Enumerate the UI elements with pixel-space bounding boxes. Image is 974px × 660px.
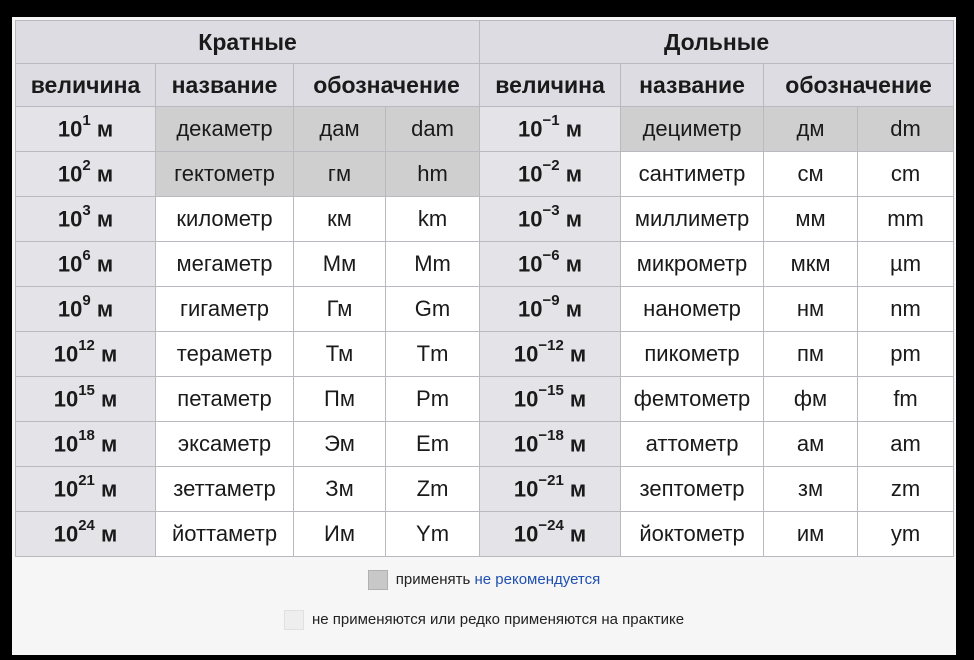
table-row [16,422,954,467]
legend-rarely-used [12,610,956,630]
mult-intl-symbol-cell: Gm [386,287,480,332]
col-header-value: величина [16,64,156,107]
table-row [16,287,954,332]
table-row [16,152,954,197]
mult-intl-symbol-cell: Zm [386,467,480,512]
magnitude-base: 10 [518,206,543,232]
unit-symbol: м [565,251,583,277]
sub-magnitude-cell [480,242,621,287]
sub-magnitude-cell [480,467,621,512]
sub-intl-symbol-cell: µm [858,242,954,287]
sub-ru-symbol-cell: нм [764,287,858,332]
magnitude-exponent: −21 [538,472,564,490]
magnitude-exponent: −2 [542,157,560,175]
mult-prefix-name-cell: эксаметр [156,422,294,467]
mult-prefix-name-cell: километр [156,197,294,242]
table-row [16,467,954,512]
unit-symbol: м [569,431,587,457]
sub-magnitude-cell [480,422,621,467]
mult-intl-symbol-cell: Mm [386,242,480,287]
mult-prefix-name-cell: петаметр [156,377,294,422]
sub-prefix-name-cell: фемтометр [621,377,764,422]
mult-ru-symbol-cell: Тм [294,332,386,377]
sub-ru-symbol-cell: пм [764,332,858,377]
col-header-symbol: обозначение [764,64,954,107]
sub-prefix-name-cell: йоктометр [621,512,764,557]
magnitude-exponent: 2 [82,157,91,175]
sub-ru-symbol-cell: см [764,152,858,197]
column-header-row [16,64,954,107]
mult-magnitude-cell [16,467,156,512]
magnitude-base: 10 [57,251,83,277]
mult-intl-symbol-cell: Tm [386,332,480,377]
mult-ru-symbol-cell: дам [294,107,386,152]
mult-prefix-name-cell: гигаметр [156,287,294,332]
table-row [16,107,954,152]
magnitude-exponent: 15 [78,382,95,400]
mult-magnitude-cell [16,152,156,197]
mult-intl-symbol-cell: hm [386,152,480,197]
magnitude-base: 10 [513,386,539,412]
sub-intl-symbol-cell: pm [858,332,954,377]
unit-symbol: м [96,116,114,142]
table-row [16,197,954,242]
mult-magnitude-cell [16,332,156,377]
sub-ru-symbol-cell: им [764,512,858,557]
mult-ru-symbol-cell: Мм [294,242,386,287]
sub-intl-symbol-cell: am [858,422,954,467]
unit-symbol: м [96,206,114,232]
magnitude-base: 10 [57,161,83,187]
unit-symbol: м [565,116,583,142]
sub-magnitude-cell [480,287,621,332]
sub-ru-symbol-cell: фм [764,377,858,422]
group-header-row [16,21,954,64]
sub-magnitude-cell [480,107,621,152]
magnitude-exponent: 1 [82,112,91,130]
sub-intl-symbol-cell: nm [858,287,954,332]
magnitude-base: 10 [57,296,83,322]
sub-prefix-name-cell: пикометр [621,332,764,377]
sub-ru-symbol-cell: дм [764,107,858,152]
sub-prefix-name-cell: нанометр [621,287,764,332]
mult-magnitude-cell [16,287,156,332]
mult-ru-symbol-cell: Эм [294,422,386,467]
sub-ru-symbol-cell: мм [764,197,858,242]
sub-prefix-name-cell: дециметр [621,107,764,152]
unit-symbol: м [101,476,118,502]
col-header-name: название [621,64,764,107]
sub-intl-symbol-cell: cm [858,152,954,197]
light-swatch-icon [284,610,304,630]
magnitude-base: 10 [53,341,79,367]
sub-ru-symbol-cell: ам [764,422,858,467]
sub-prefix-name-cell: сантиметр [621,152,764,197]
mult-intl-symbol-cell: Em [386,422,480,467]
mult-prefix-name-cell: мегаметр [156,242,294,287]
table-row [16,332,954,377]
mult-prefix-name-cell: зеттаметр [156,467,294,512]
unit-symbol: м [565,206,583,232]
magnitude-exponent: −15 [538,382,564,400]
sub-magnitude-cell [480,197,621,242]
mult-prefix-name-cell: йоттаметр [156,512,294,557]
magnitude-base: 10 [513,476,539,502]
mult-magnitude-cell [16,422,156,467]
magnitude-exponent: 6 [82,247,91,265]
sub-magnitude-cell [480,377,621,422]
mult-ru-symbol-cell: Пм [294,377,386,422]
sub-intl-symbol-cell: fm [858,377,954,422]
magnitude-base: 10 [53,386,79,412]
magnitude-base: 10 [57,116,83,142]
sub-magnitude-cell [480,152,621,197]
gray-swatch-icon [368,570,388,590]
group-multiples-header: Кратные [16,21,480,64]
magnitude-exponent: −6 [542,247,560,265]
sub-magnitude-cell [480,332,621,377]
mult-magnitude-cell [16,107,156,152]
sub-magnitude-cell [480,512,621,557]
table-row [16,377,954,422]
legend-rarely-text: не применяются или редко применяются на практике [311,610,685,628]
magnitude-base: 10 [57,206,83,232]
col-header-symbol: обозначение [294,64,480,107]
magnitude-base: 10 [518,116,543,142]
magnitude-base: 10 [53,521,79,547]
magnitude-exponent: 3 [82,202,91,220]
unit-symbol: м [96,296,114,322]
mult-prefix-name-cell: декаметр [156,107,294,152]
unit-symbol: м [569,476,587,502]
col-header-name: название [156,64,294,107]
magnitude-exponent: −18 [538,427,564,445]
sub-intl-symbol-cell: ym [858,512,954,557]
unit-symbol: м [569,521,587,547]
magnitude-exponent: 21 [78,472,95,490]
mult-ru-symbol-cell: Гм [294,287,386,332]
magnitude-exponent: 12 [78,337,95,355]
magnitude-base: 10 [513,521,539,547]
sub-prefix-name-cell: миллиметр [621,197,764,242]
magnitude-exponent: 18 [78,427,95,445]
unit-symbol: м [101,521,118,547]
unit-symbol: м [101,431,118,457]
unit-symbol: м [569,386,587,412]
magnitude-exponent: 9 [82,292,91,310]
magnitude-exponent: −1 [542,112,560,130]
sub-prefix-name-cell: зептометр [621,467,764,512]
magnitude-exponent: 24 [78,517,95,535]
magnitude-exponent: −3 [542,202,560,220]
magnitude-base: 10 [513,431,539,457]
mult-ru-symbol-cell: Зм [294,467,386,512]
mult-ru-symbol-cell: Им [294,512,386,557]
sub-ru-symbol-cell: зм [764,467,858,512]
mult-prefix-name-cell: тераметр [156,332,294,377]
legend-not-recommended [12,570,956,590]
mult-magnitude-cell [16,512,156,557]
group-submultiples-header: Дольные [480,21,954,64]
metric-prefixes-table [15,20,954,557]
unit-symbol: м [569,341,587,367]
sub-intl-symbol-cell: dm [858,107,954,152]
magnitude-base: 10 [518,161,543,187]
magnitude-base: 10 [518,296,543,322]
sub-intl-symbol-cell: zm [858,467,954,512]
unit-symbol: м [565,161,583,187]
magnitude-base: 10 [518,251,543,277]
table-row [16,512,954,557]
not-recommended-link[interactable]: не рекомендуется [474,570,601,588]
magnitude-base: 10 [53,431,79,457]
mult-intl-symbol-cell: Ym [386,512,480,557]
magnitude-exponent: −9 [542,292,560,310]
magnitude-exponent: −12 [538,337,564,355]
sub-intl-symbol-cell: mm [858,197,954,242]
magnitude-exponent: −24 [538,517,564,535]
unit-symbol: м [96,251,114,277]
mult-ru-symbol-cell: гм [294,152,386,197]
mult-ru-symbol-cell: км [294,197,386,242]
col-header-value: величина [480,64,621,107]
mult-intl-symbol-cell: dam [386,107,480,152]
magnitude-base: 10 [513,341,539,367]
units-table-panel [12,17,956,655]
unit-symbol: м [96,161,114,187]
mult-magnitude-cell [16,242,156,287]
mult-prefix-name-cell: гектометр [156,152,294,197]
unit-symbol: м [565,296,583,322]
sub-prefix-name-cell: аттометр [621,422,764,467]
sub-prefix-name-cell: микрометр [621,242,764,287]
table-row [16,242,954,287]
mult-magnitude-cell [16,197,156,242]
unit-symbol: м [101,341,118,367]
mult-magnitude-cell [16,377,156,422]
unit-symbol: м [101,386,118,412]
magnitude-base: 10 [53,476,79,502]
sub-ru-symbol-cell: мкм [764,242,858,287]
mult-intl-symbol-cell: Pm [386,377,480,422]
mult-intl-symbol-cell: km [386,197,480,242]
legend-prefix-text: применять [395,570,471,588]
